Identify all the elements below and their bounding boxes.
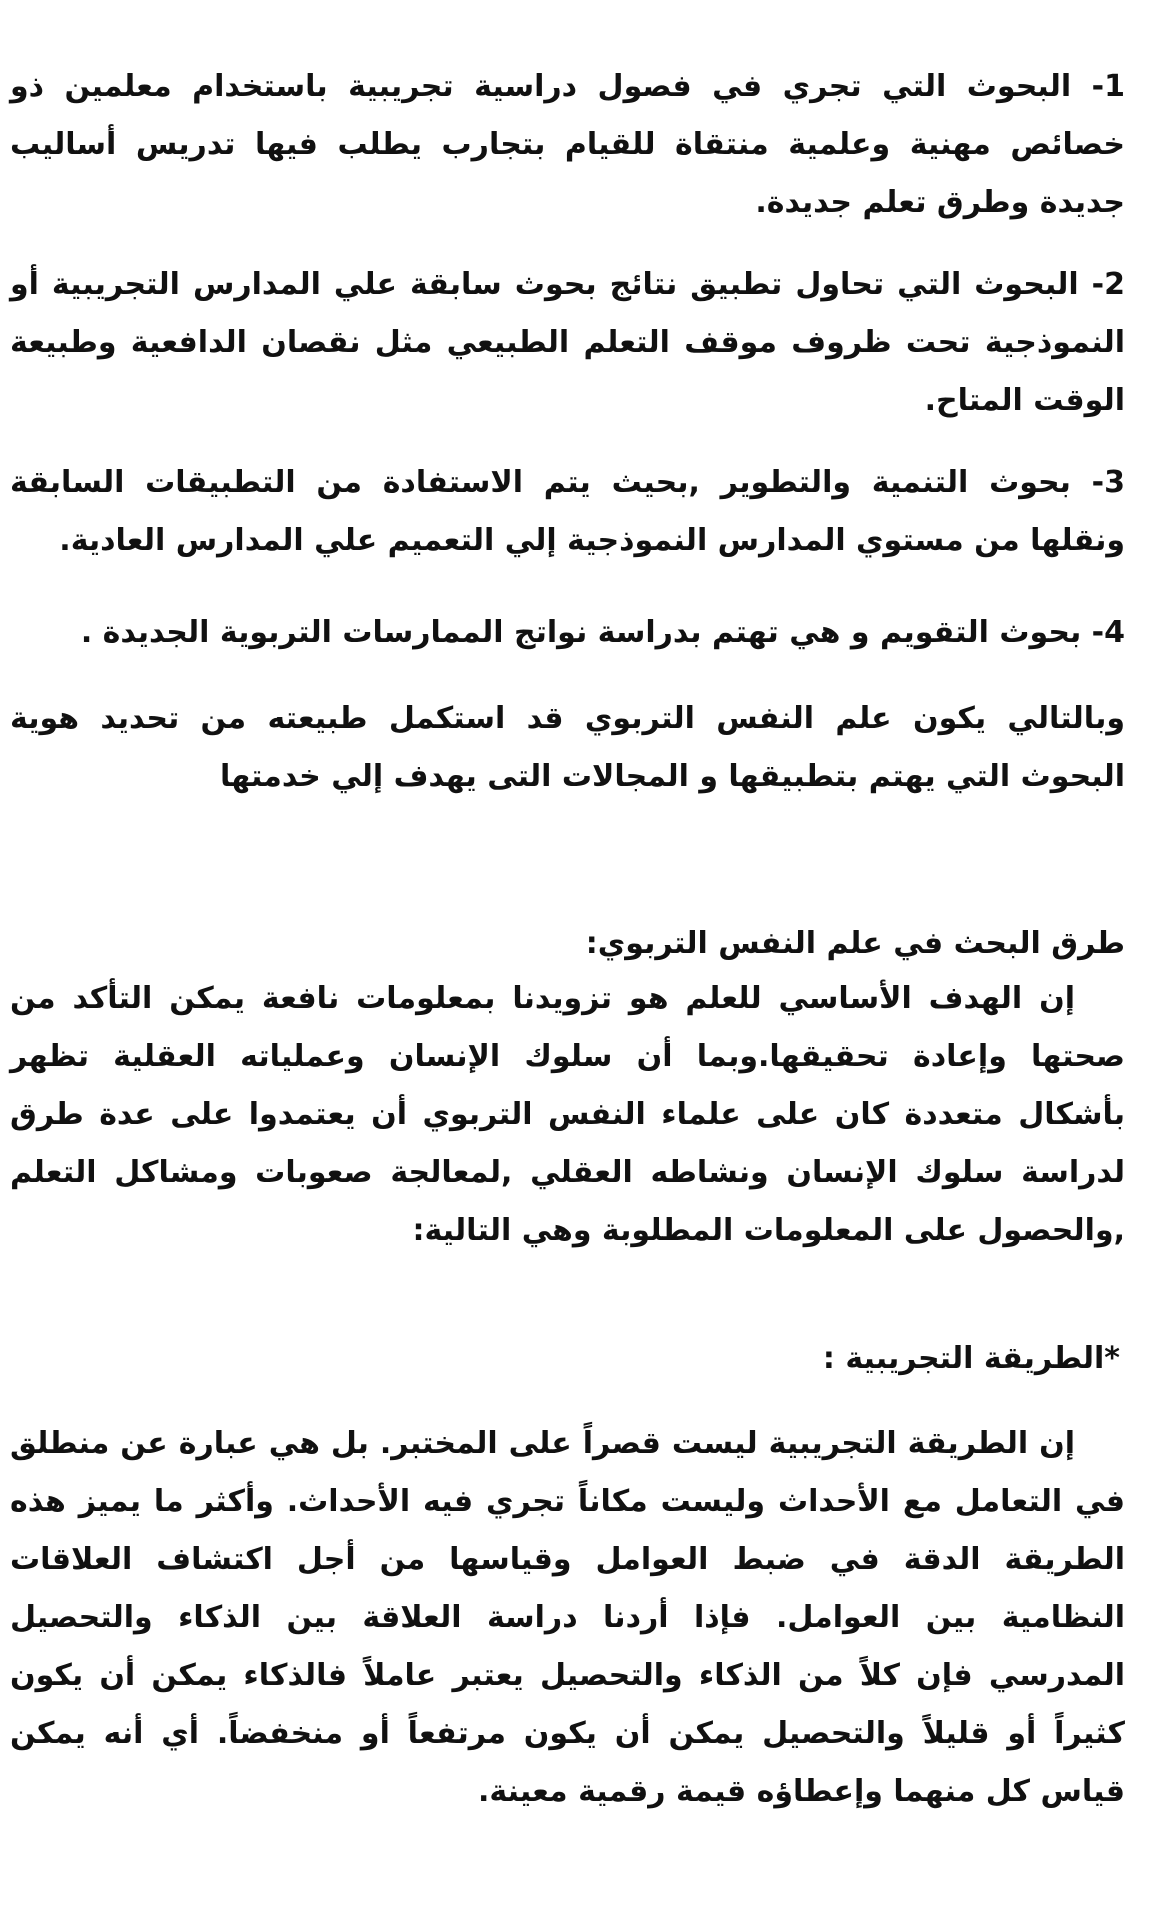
list-item-4 bbox=[10, 604, 1125, 662]
list-item-text: بحوث التنمية والتطوير ,بحيث يتم الاستفادة من التطبيقات السابقة ونقلها من مستوي المدارس النموذجية إلي التعميم علي المدارس العادية. bbox=[10, 465, 1125, 558]
list-item-2 bbox=[10, 256, 1125, 430]
conclusion-paragraph: وبالتالي يكون علم النفس التربوي قد استكمل طبيعته من تحديد هوية البحوث التي يهتم بتطبيقها و المجالات التى يهدف إلي خدمتها bbox=[10, 701, 1125, 794]
list-item-text: البحوث التي تجري في فصول دراسية تجريبية باستخدام معلمين ذو خصائص مهنية وعلمية منتقاة للقيام بتجارب يطلب فيها تدريس أساليب جديدة وطرق تعلم جديدة. bbox=[10, 69, 1125, 220]
experimental-heading: *الطريقة التجريبية : bbox=[822, 1341, 1120, 1376]
list-item-number: 1- bbox=[1091, 69, 1125, 104]
experimental-paragraph: إن الطريقة التجريبية ليست قصراً على المختبر. بل هي عبارة عن منطلق في التعامل مع الأحداث وليست مكاناً تجري فيه الأحداث. وأكثر ما يميز هذه الطريقة الدقة في ضبط العوامل وقياسها من أجل اكتشاف العلاقات النظامية بين العوامل. فإذا أردنا دراسة العلاقة بين الذكاء والتحصيل المدرسي فإن كلاً من الذكاء والتحصيل يعتبر عاملاً فالذكاء يمكن أن يكون كثيراً أو قليلاً والتحصيل يمكن أن يكون مرتفعاً أو منخفضاً. أي أنه يمكن قياس كل منهما وإعطاؤه قيمة رقمية معينة. bbox=[10, 1426, 1125, 1809]
list-item-3 bbox=[10, 454, 1125, 570]
list-item-number: 4- bbox=[1091, 615, 1125, 650]
methods-heading: طرق البحث في علم النفس التربوي: bbox=[585, 926, 1125, 961]
methods-paragraph: إن الهدف الأساسي للعلم هو تزويدنا بمعلومات نافعة يمكن التأكد من صحتها وإعادة تحقيقها.وبما أن سلوك الإنسان وعملياته العقلية تظهر بأشكال متعددة كان على علماء النفس التربوي أن يعتمدوا على عدة طرق لدراسة سلوك الإنسان ونشاطه العقلي ,لمعالجة صعوبات ومشاكل التعلم ,والحصول على المعلومات المطلوبة وهي التالية: bbox=[10, 981, 1125, 1248]
list-item-text: البحوث التي تحاول تطبيق نتائج بحوث سابقة علي المدارس التجريبية أو النموذجية تحت ظروف موقف التعلم الطبيعي مثل نقصان الدافعية وطبيعة الوقت المتاح. bbox=[10, 267, 1125, 418]
list-item-number: 3- bbox=[1091, 465, 1125, 500]
list-item-1 bbox=[10, 58, 1125, 232]
list-item-number: 2- bbox=[1091, 267, 1125, 302]
list-item-text: بحوث التقويم و هي تهتم بدراسة نواتج الممارسات التربوية الجديدة . bbox=[80, 615, 1082, 650]
